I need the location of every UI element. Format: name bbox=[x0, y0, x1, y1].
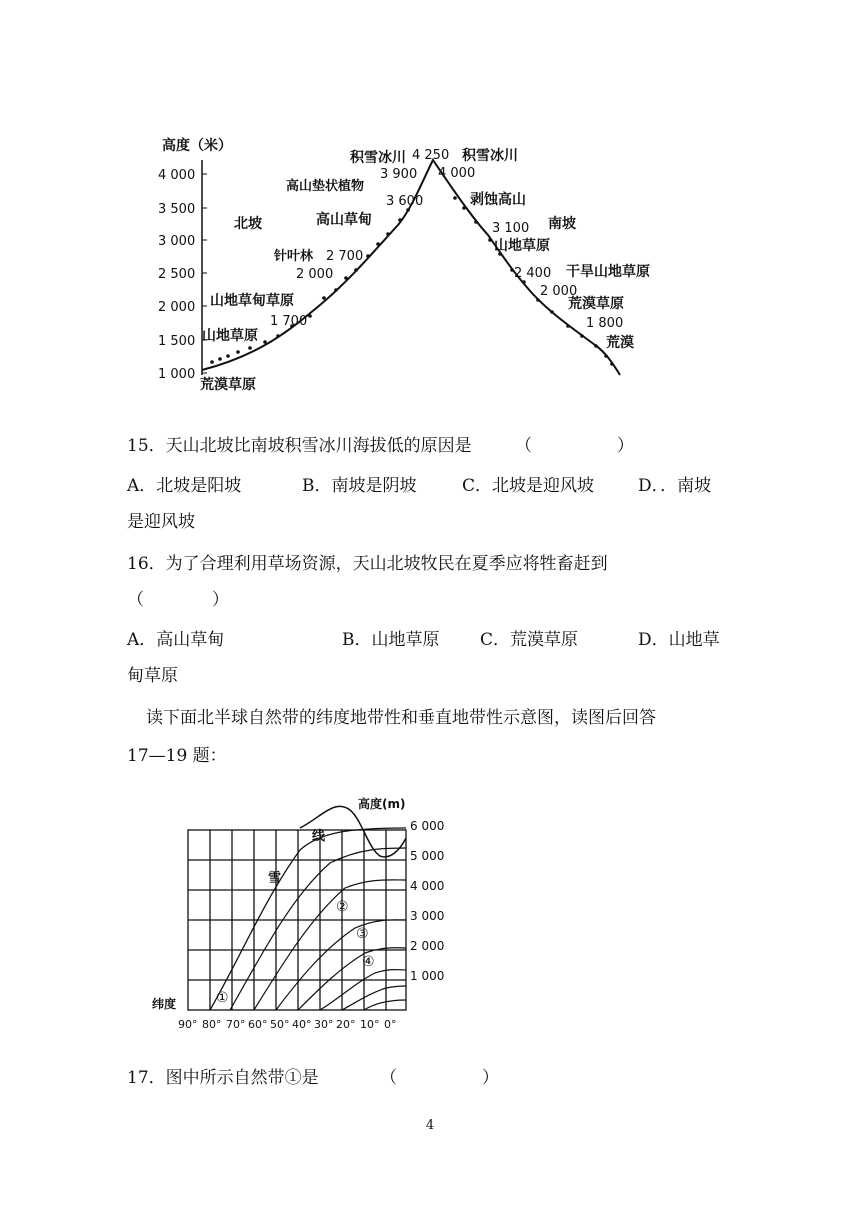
figure2-x-tick-label: 70° bbox=[226, 1018, 246, 1031]
zone-altitude: 1 800 bbox=[586, 316, 624, 331]
zone-altitude: 3 900 bbox=[380, 167, 418, 182]
snow-line-label: 线 bbox=[312, 829, 326, 844]
zone-altitude: 4 250 bbox=[412, 148, 450, 163]
figure2-x-tick-label: 60° bbox=[248, 1018, 268, 1031]
south-slope-zone-labels bbox=[438, 147, 650, 351]
zone-altitude: 2 700 bbox=[326, 249, 364, 264]
south-slope-label: 南坡 bbox=[548, 216, 576, 232]
answer-paren: （ ） bbox=[127, 590, 229, 610]
figure2-y-tick-label: 1 000 bbox=[410, 969, 445, 983]
zone-number-label: ③ bbox=[356, 926, 369, 942]
figure2-x-tick-label: 20° bbox=[336, 1018, 356, 1031]
zone-label: 积雪冰川 bbox=[462, 148, 518, 164]
zone-label: 山地草原 bbox=[494, 238, 550, 254]
figure2-x-tick-label: 40° bbox=[292, 1018, 312, 1031]
zone-number-labels bbox=[216, 899, 375, 1006]
zone-label: 荒漠草原 bbox=[200, 377, 256, 393]
figure2-y-tick-label: 6 000 bbox=[410, 819, 445, 833]
zone-label: 干旱山地草原 bbox=[566, 264, 650, 280]
figure1-y-ticks bbox=[158, 168, 207, 382]
figure2-y-tick-label: 5 000 bbox=[410, 849, 445, 863]
figure2-x-ticks bbox=[178, 1018, 397, 1031]
zone-label: 积雪冰川 bbox=[350, 150, 406, 166]
figure2-x-tick-label: 50° bbox=[270, 1018, 290, 1031]
figure2-y-axis-title: 高度(m) bbox=[358, 797, 406, 811]
figure2-x-tick-label: 0° bbox=[384, 1018, 397, 1031]
q15-option-c: C．北坡是迎风坡 bbox=[462, 476, 595, 496]
snow-line bbox=[210, 828, 406, 1010]
q16-option-b: B．山地草原 bbox=[342, 630, 440, 650]
zone-number-label: ① bbox=[216, 990, 229, 1006]
zone-altitude: 2 000 bbox=[296, 267, 334, 282]
q16-option-c: C．荒漠草原 bbox=[480, 630, 579, 650]
figure1-y-tick-label: 4 000 bbox=[158, 168, 196, 183]
question-16-stem: 16．为了合理利用草场资源，天山北坡牧民在夏季应将牲畜赶到 bbox=[127, 554, 608, 574]
figure1-y-tick-label: 1 000 bbox=[158, 367, 196, 382]
tianshan-profile-figure bbox=[150, 130, 680, 405]
answer-paren: （ ） bbox=[515, 436, 635, 456]
page-number: 4 bbox=[425, 1118, 435, 1133]
zone-label: 剥蚀高山 bbox=[470, 192, 526, 208]
intro-line-2: 17—19 题： bbox=[127, 746, 227, 766]
zone-altitude: 4 000 bbox=[438, 166, 476, 181]
figure1-y-tick-label: 2 500 bbox=[158, 267, 196, 282]
zone-label: 荒漠草原 bbox=[568, 296, 624, 312]
zone-number-label: ④ bbox=[362, 954, 375, 970]
figure2-y-tick-label: 3 000 bbox=[410, 909, 445, 923]
zone-altitude: 3 100 bbox=[492, 221, 530, 236]
question-15-stem: 15．天山北坡比南坡积雪冰川海拔低的原因是 （ ） bbox=[127, 436, 635, 456]
natural-zones-figure bbox=[150, 788, 480, 1038]
figure1-y-tick-label: 3 500 bbox=[158, 202, 196, 217]
figure1-y-tick-label: 3 000 bbox=[158, 234, 196, 249]
zone-boundaries bbox=[230, 848, 406, 1010]
zone-altitude: 1 700 bbox=[270, 314, 308, 329]
figure2-y-ticks bbox=[410, 819, 444, 983]
zone-label: 高山草甸 bbox=[316, 212, 372, 228]
zone-label: 针叶林 bbox=[274, 249, 314, 264]
answer-paren: （ ） bbox=[380, 1068, 500, 1088]
north-slope-zone-labels bbox=[200, 148, 449, 393]
zone-label: 山地草原 bbox=[202, 328, 258, 344]
figure2-x-tick-label: 30° bbox=[314, 1018, 334, 1031]
north-slope-label: 北坡 bbox=[234, 216, 262, 232]
figure2-x-tick-label: 80° bbox=[202, 1018, 222, 1031]
figure2-x-axis-title: 纬度 bbox=[152, 997, 177, 1011]
figure1-y-axis-title: 高度（米） bbox=[162, 138, 232, 154]
zone-label: 高山垫状植物 bbox=[286, 179, 365, 194]
zone-altitude: 3 600 bbox=[386, 194, 424, 209]
figure1-y-tick-label: 1 500 bbox=[158, 334, 196, 349]
q15-option-d-wrap: 是迎风坡 bbox=[127, 512, 195, 532]
figure2-y-tick-label: 4 000 bbox=[410, 879, 445, 893]
q15-option-b: B．南坡是阴坡 bbox=[302, 476, 417, 496]
zone-label: 荒漠 bbox=[606, 335, 634, 351]
q15-option-d: D．．南坡 bbox=[638, 476, 712, 496]
intro-line-1: 读下面北半球自然带的纬度地带性和垂直地带性示意图，读图后回答 bbox=[146, 708, 656, 728]
q16-option-a: A．高山草甸 bbox=[127, 630, 225, 650]
zone-altitude: 2 000 bbox=[540, 284, 578, 299]
zone-altitude: 2 400 bbox=[514, 266, 552, 281]
figure1-y-tick-label: 2 000 bbox=[158, 300, 196, 315]
q16-option-d-wrap: 甸草原 bbox=[127, 666, 178, 686]
question-17-stem: 17．图中所示自然带①是 （ ） bbox=[127, 1068, 500, 1088]
figure2-x-tick-label: 10° bbox=[360, 1018, 380, 1031]
figure2-x-tick-label: 90° bbox=[178, 1018, 198, 1031]
zone-number-label: ② bbox=[336, 899, 349, 915]
zone-label: 山地草甸草原 bbox=[210, 293, 294, 309]
snow-label: 雪 bbox=[268, 871, 282, 886]
figure2-y-tick-label: 2 000 bbox=[410, 939, 445, 953]
q15-option-a: A．北坡是阳坡 bbox=[127, 476, 242, 496]
q16-option-d: D．山地草 bbox=[638, 630, 720, 650]
